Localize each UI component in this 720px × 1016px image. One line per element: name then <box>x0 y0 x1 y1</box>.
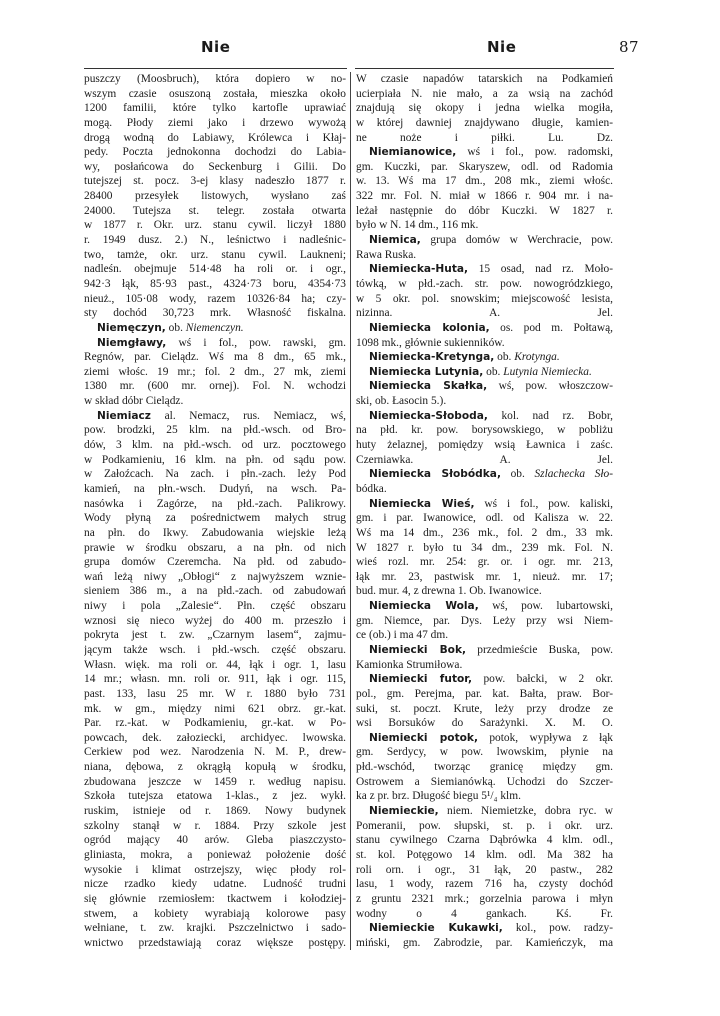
text-line <box>84 379 346 394</box>
text-line <box>84 438 346 453</box>
line-text: wy, posłańcowa do Seckenburg i Gilii. Do <box>84 160 346 173</box>
line-text: r. 1949 dusz. 2.) N., leśnictwo i nadleśnic- <box>84 234 346 247</box>
line-text: kol., pow. radzy- <box>502 922 613 935</box>
text-line <box>84 321 346 336</box>
text-line <box>84 350 346 365</box>
entry-headword: Niemiecka Lutynia, <box>369 365 484 378</box>
line-text: szkolny stanął w r. 1884. Przy szkole jest <box>84 819 346 832</box>
line-text: Cerkiew pod wez. Narodzenia N. M. P., drew- <box>84 746 346 759</box>
text-line <box>356 306 613 321</box>
line-text: 1380 mr. (600 mr. ornej). Fol. N. wchodzi <box>84 380 346 393</box>
text-line <box>84 570 346 585</box>
text-line <box>356 907 613 922</box>
line-text: ski, ob. Łasocin 5.). <box>356 395 447 408</box>
text-line <box>84 248 346 263</box>
line-text: nasówka i Zagórze, na płd.-zach. Palikrowy. <box>84 497 346 510</box>
header-rule-left <box>84 68 347 69</box>
text-line <box>356 526 613 541</box>
text-line <box>356 292 613 307</box>
line-text: wnictwo przedstawiają coraz większe postępy. <box>84 936 346 949</box>
line-text: kol. nad rz. Bobr, <box>487 409 613 422</box>
text-line <box>356 467 613 482</box>
line-text: Pomeranii, pow. słupski, st. p. i okr. urz. <box>356 819 613 832</box>
entry-headword: Niemieckie, <box>369 805 439 818</box>
line-text: ucierpiała N. nie mało, a za wsią na zachód <box>356 87 613 100</box>
text-line <box>84 907 346 922</box>
text-line <box>356 321 613 336</box>
text-line <box>356 833 613 848</box>
text-line <box>356 233 613 248</box>
text-line <box>84 614 346 629</box>
text-line <box>356 174 613 189</box>
page-number: 87 <box>619 38 640 56</box>
line-text: potok, wypływa z łąk <box>477 731 613 744</box>
text-line <box>84 877 346 892</box>
line-text: pow. brodzki, 25 klm. na płd.-wsch. od Bro- <box>84 424 346 437</box>
text-line <box>356 848 613 863</box>
line-text: ob. <box>494 351 515 364</box>
text-line <box>84 526 346 541</box>
line-text: dów, 3 klm. na płd.-wsch. od urz. pocztowego <box>84 439 346 452</box>
text-line <box>84 628 346 643</box>
text-line <box>356 379 613 394</box>
line-text: znajdują się okopy i jedna wielka mogiła, <box>356 102 613 115</box>
entry-headword: Niemiecka Wola, <box>369 600 479 613</box>
line-text: wań leżą niwy „Obłogi“ z najwyższem wznie- <box>84 570 346 583</box>
entry-headword: Niemieckie Kukawki, <box>369 922 503 935</box>
line-text: 942·3 łąk, 85·93 past., 4324·73 boru, 4354·73 <box>84 277 346 290</box>
line-text: pow. bałcki, w 2 okr. <box>471 673 613 686</box>
line-text: tutejszej st. pocz. 3-ej klasy nadeszło 1877 r. <box>84 175 346 188</box>
line-text: 1098 mk., głównie sukienników. <box>356 336 505 349</box>
line-text: przedmieście Buska, pow. <box>466 643 613 656</box>
entry-headword: Niemiecka Słobódka, <box>369 468 501 481</box>
line-text: łąk mr. 23, pastwisk mr. 1, nieuż. mr. 17; <box>356 570 613 583</box>
line-text: powcach, dek. załoziecki, archidyec. lwowska. <box>84 731 346 744</box>
text-line <box>84 789 346 804</box>
text-line <box>356 248 613 263</box>
text-line <box>356 584 613 599</box>
text-line <box>356 438 613 453</box>
line-text: Kamionka Strumiłowa. <box>356 658 463 671</box>
text-line <box>356 643 613 658</box>
text-line <box>84 892 346 907</box>
text-line <box>356 716 613 731</box>
line-text: niana, dębowa, z okrągłą kopułą w środku, <box>84 761 346 774</box>
entry-headword: Niemiecki Bok, <box>369 643 467 656</box>
line-text: sty dochód 30,723 mrk. Własność fiskalna. <box>84 307 346 320</box>
line-text: mogą. Płody ziemi jako i drzewo wywożą <box>84 116 346 129</box>
text-line <box>84 394 346 409</box>
line-text: wsi Borsuków do Sarażynki. X. M. O. <box>356 717 613 730</box>
line-text: roli orn. i ogr., 31 łąk, 20 pastw., 282 <box>356 863 613 876</box>
entry-headword: Niemęczyn, <box>97 321 166 334</box>
line-text: miński, gm. Zabrodzie, par. Kamieńczyk, ma <box>356 936 613 949</box>
cross-reference: Niemenczyn. <box>185 321 244 334</box>
line-text: two, tamże, okr. urz. stanu cywil. Laukneni; <box>84 248 346 261</box>
text-line <box>84 409 346 424</box>
line-text: nicze rzadko kiedy udatne. Ludność trudni <box>84 878 346 891</box>
text-line <box>84 702 346 717</box>
line-text: gm. Niemce, par. Dys. Leży przy wsi Niem- <box>356 614 613 627</box>
text-line <box>84 731 346 746</box>
line-text: gliniasta, mokra, a ponieważ położenie dość <box>84 848 346 861</box>
text-line <box>84 555 346 570</box>
text-line <box>356 541 613 556</box>
line-text: os. pod m. Połtawą, <box>489 321 613 334</box>
line-text: wś i fol., pow. radomski, <box>456 146 613 159</box>
line-text: ruskim, istnieje od r. 1869. Nowy budynek <box>84 805 346 818</box>
line-text: 24000. Tutejsza st. telegr. została otwarta <box>84 204 346 217</box>
text-line <box>84 72 346 87</box>
line-text: na płn. do Ikwy. Zabudowania wiejskie leżą <box>84 526 346 539</box>
line-text: W czasie napadów tatarskich na Podkamień <box>356 73 613 85</box>
text-line <box>356 570 613 585</box>
text-line <box>356 131 613 146</box>
line-text: na płd. kr. pow. borysowskiego, w pobliżu <box>356 424 613 437</box>
line-text: gm. Kuczki, par. Skaryszew, odl. od Radomia <box>356 160 613 173</box>
entry-headword: Niemiecka-Słoboda, <box>369 409 488 422</box>
line-text: Wody płyną za pośrednictwem małych strug <box>84 512 346 525</box>
line-text: ob. <box>500 468 535 481</box>
text-line <box>84 101 346 116</box>
text-line <box>356 731 613 746</box>
text-line <box>84 336 346 351</box>
line-text: bódka. <box>356 482 387 495</box>
line-text: grupa domów w Werchracie, pow. <box>420 234 613 247</box>
text-line <box>356 760 613 775</box>
text-line <box>356 775 613 790</box>
header-rule-right <box>355 68 614 69</box>
line-text: Szkoła tutejsza etatowa 1-klas., z jez. wykł. <box>84 790 346 803</box>
text-line <box>84 262 346 277</box>
line-text: z gruntu 2321 mrk.; gorzelnia parowa i młyn <box>356 892 613 905</box>
line-text: ob. <box>165 321 186 334</box>
column-divider <box>350 72 351 950</box>
cross-reference: Lutynia Niemiecka. <box>503 365 592 378</box>
text-line <box>84 467 346 482</box>
line-text: al. Nemacz, rus. Nemiacz, wś, <box>150 409 346 422</box>
text-line <box>356 628 613 643</box>
line-text: bud. mur. 4, z drewna 1. Ob. Iwanowice. <box>356 585 542 598</box>
text-line <box>84 174 346 189</box>
line-text: drogą wodną do Labiawy, Królewca i Kłaj- <box>84 131 346 144</box>
line-text: pokryta jest t. zw. „Czarnym lasem“, zajmu- <box>84 629 346 642</box>
text-line <box>84 204 346 219</box>
text-line <box>84 658 346 673</box>
line-text: lasu, 1 wody, razem 716 ha, czysty dochód <box>356 878 613 891</box>
text-line <box>356 350 613 365</box>
text-line <box>84 423 346 438</box>
text-line <box>356 336 613 351</box>
line-text: nieuż., 105·08 wody, razem 10326·84 ha; czy- <box>84 292 346 305</box>
line-text: wś i fol., pow. rawski, gm. <box>166 336 346 349</box>
text-line <box>84 863 346 878</box>
line-text: W 1827 r. było tu 34 dm., 239 mk. Fol. N. <box>356 541 613 554</box>
text-line <box>84 716 346 731</box>
text-line <box>84 218 346 233</box>
line-text: Regnów, par. Cielądz. Wś ma 8 dm., 65 mk., <box>84 351 346 364</box>
text-line <box>356 789 613 804</box>
line-text: suki, st. poczt. Krute, leży przy drodze ze <box>356 702 613 715</box>
text-line <box>356 555 613 570</box>
text-line <box>84 760 346 775</box>
text-line <box>84 87 346 102</box>
entry-headword: Niemianowice, <box>369 146 457 159</box>
text-line <box>84 745 346 760</box>
text-line <box>356 687 613 702</box>
line-text: 322 mr. Fol. N. miał w 1866 r. 904 mr. i na- <box>356 190 613 203</box>
entry-headword: Niemica, <box>369 234 421 247</box>
entry-headword: Niemiacz <box>97 409 151 422</box>
text-line <box>356 482 613 497</box>
line-text: wś, pow. włoszczow- <box>487 380 613 393</box>
text-line <box>84 365 346 380</box>
text-line <box>356 658 613 673</box>
right-running-head: Nie <box>487 38 517 56</box>
text-line <box>356 877 613 892</box>
line-text: nadleśn. obejmuje 514·48 ha roli or. i ogr., <box>84 263 346 276</box>
line-text: w której dawniej znajdywano długie, kamien- <box>356 116 613 129</box>
text-line <box>84 306 346 321</box>
entry-headword: Niemiecka-Kretynga, <box>369 351 495 364</box>
text-line <box>356 101 613 116</box>
line-text: stwem, a kobiety wyrabiają kolorowe pasy <box>84 907 346 920</box>
line-text: się głównie rzemiosłem: tkactwem i kołodziej- <box>84 892 346 905</box>
line-text: wszym czasie osuszoną została, mieszka około <box>84 87 346 100</box>
text-line <box>356 423 613 438</box>
entry-headword: Niemiecka Skałka, <box>369 380 488 393</box>
line-text: leżał następnie do dóbr Kuczki. W 1827 r. <box>356 204 613 217</box>
line-text: past. 133, lasu 25 mr. W r. 1880 było 731 <box>84 687 346 700</box>
line-text: w Podkamieniu, 16 klm. na płn. od sądu pow. <box>84 453 346 466</box>
text-line <box>356 745 613 760</box>
line-text: Własn. więk. ma roli or. 44, łąk i ogr. 1, lasu <box>84 658 346 671</box>
text-line <box>356 863 613 878</box>
text-line <box>84 599 346 614</box>
line-text: pol., gm. Perejma, par. kat. Bałta, praw. Bor- <box>356 687 613 700</box>
line-text: kamień, na płn.-wsch. Dudyń, na wsch. Pa- <box>84 482 346 495</box>
line-text: wełniane, t. zw. krajki. Pszczelnictwo i sado- <box>84 922 346 935</box>
text-line <box>84 497 346 512</box>
line-text: pedy. Poczta jednokonna dochodzi do Labia- <box>84 146 346 159</box>
line-text: płd.-wschód, tworząc granicę między gm. <box>356 761 613 774</box>
line-text: wznosi się nieco wyżej do 400 m. przeszło i <box>84 614 346 627</box>
text-line <box>356 599 613 614</box>
line-text: ziemi włośc. 19 mr.; fol. 2 dm., 27 mk, ziemi <box>84 365 346 378</box>
line-text: ce (ob.) i ma 47 dm. <box>356 629 449 642</box>
line-text: grupa domów Czeremcha. Na płd. od zabudo- <box>84 556 346 569</box>
text-line <box>84 672 346 687</box>
entry-headword: Niemiecka Wieś, <box>369 497 475 510</box>
text-line <box>84 292 346 307</box>
text-line <box>356 921 613 936</box>
text-line <box>356 936 613 951</box>
text-line <box>356 819 613 834</box>
text-line <box>84 277 346 292</box>
line-text: było w N. 14 dm., 116 mk. <box>356 219 479 232</box>
line-text: wodny o 4 gankach. Kś. Fr. <box>356 907 613 920</box>
text-line <box>356 497 613 512</box>
line-text: Wś ma 14 dm., 236 mk., fol. 2 dm., 33 mk. <box>356 526 613 539</box>
line-text: tówką, w płd.-zach. str. pow. nowogródzkiego, <box>356 277 613 290</box>
line-text: w 5 okr. pol. snowskim; miejscowość lesista, <box>356 292 613 305</box>
text-line <box>84 936 346 951</box>
line-text: w Załoźcach. Na zach. i płn.-zach. leży Pod <box>84 468 346 481</box>
text-line <box>84 848 346 863</box>
line-text: ogród mający 40 arów. Gleba piaszczysto- <box>84 834 346 847</box>
line-text: wś i fol., pow. kaliski, <box>474 497 613 510</box>
line-text: niwy i pola „Zalesie“. Płn. część obszaru <box>84 600 346 613</box>
line-text: ne noże i piłki. Lu. Dz. <box>356 131 613 144</box>
text-line <box>356 394 613 409</box>
line-text: nizinna. A. Jel. <box>356 307 613 320</box>
left-column <box>84 72 346 950</box>
text-line <box>356 614 613 629</box>
line-text: puszczy (Moosbruch), która dopiero w no- <box>84 73 346 85</box>
line-text: stanu cywilnego Czarna Dąbrówka 4 klm. odl., <box>356 834 613 847</box>
entry-headword: Niemgławy, <box>97 336 167 349</box>
text-line <box>356 204 613 219</box>
line-text: wieś rozl. mr. 254: gr. or. i ogr. mr. 213, <box>356 556 613 569</box>
entry-headword: Niemiecka-Huta, <box>369 263 469 276</box>
text-line <box>356 116 613 131</box>
entry-headword: Niemiecka kolonia, <box>369 321 490 334</box>
text-line <box>84 233 346 248</box>
cross-reference: Szlachecka Sło- <box>534 468 613 481</box>
line-text: jącym także wsch. i płd.-wsch. część obszaru. <box>84 643 346 656</box>
line-text: gm. Serdycy, w pow. lwowskim, płynie na <box>356 746 613 759</box>
text-line <box>356 87 613 102</box>
text-line <box>356 365 613 380</box>
text-line <box>356 453 613 468</box>
entry-headword: Niemiecki potok, <box>369 731 478 744</box>
text-line <box>84 116 346 131</box>
text-line <box>356 277 613 292</box>
line-text: st. kol. Potęgowo 14 klm. odl. Ma 382 ha <box>356 848 613 861</box>
line-text: sieniem 386 m., a na płd.-zach. od zabudowań <box>84 585 346 598</box>
line-text: w 1877 r. Okr. urz. stanu cywil. liczył 1880 <box>84 219 346 232</box>
line-text: prawie w środku obszaru, a na płn. od nich <box>84 541 346 554</box>
line-text: wysokie i klimat ostrzejszy, więc płody rol- <box>84 863 346 876</box>
line-text: 1200 familii, które tylko kartofle uprawiać <box>84 102 346 115</box>
line-text: Ostrowem a Siemianówką. Uchodzi do Szczer- <box>356 775 613 788</box>
text-line <box>84 804 346 819</box>
text-line <box>356 189 613 204</box>
text-line <box>356 145 613 160</box>
text-line <box>356 262 613 277</box>
line-text: w. 13. Wś ma 17 dm., 208 mk., ziemi włośc. <box>356 175 613 188</box>
line-text: huty żelaznej, pomiędzy wsią Ławnica i zaśc. <box>356 439 613 452</box>
text-line <box>84 145 346 160</box>
line-text: wś, pow. lubartowski, <box>478 600 613 613</box>
text-line <box>356 511 613 526</box>
line-text: Par. rz.-kat. w Podkamieniu, gr.-kat. w Po- <box>84 717 346 730</box>
text-line <box>356 72 613 87</box>
text-line <box>84 921 346 936</box>
cross-reference: Krotynga. <box>514 351 560 364</box>
line-text: gm. i par. Iwanowice, odl. od Kalisza w. 22. <box>356 512 613 525</box>
text-line <box>356 892 613 907</box>
text-line <box>356 409 613 424</box>
text-line <box>84 819 346 834</box>
line-text: 14 mr.; własn. mn. roli or. 911, łąk i ogr. 115, <box>84 673 346 686</box>
text-line <box>84 189 346 204</box>
text-line <box>84 643 346 658</box>
left-running-head: Nie <box>201 38 231 56</box>
text-line <box>356 672 613 687</box>
line-text: w skład dóbr Cielądz. <box>84 395 184 408</box>
text-line <box>84 775 346 790</box>
line-text: 15 osad, nad rz. Moło- <box>468 263 613 276</box>
text-line <box>356 218 613 233</box>
text-line <box>84 160 346 175</box>
line-text: ka z pr. brz. Długość biegu 5¹/₄ klm. <box>356 790 521 803</box>
line-text: ob. <box>483 365 504 378</box>
line-text: 28400 przesyłek listowych, wysłano zaś <box>84 190 346 203</box>
text-line <box>84 511 346 526</box>
text-line <box>84 131 346 146</box>
line-text: Czerniawka. A. Jel. <box>356 453 613 466</box>
text-line <box>356 160 613 175</box>
text-line <box>356 804 613 819</box>
line-text: Rawa Ruska. <box>356 248 417 261</box>
line-text: mk. w gm., między nimi 621 obrz. gr.-kat. <box>84 702 346 715</box>
text-line <box>84 687 346 702</box>
line-text: niem. Niemietzke, dobra ryc. w <box>438 805 613 818</box>
line-text: zbudowana jeszcze w 1459 r. według napisu. <box>84 775 346 788</box>
entry-headword: Niemiecki futor, <box>369 673 472 686</box>
right-column <box>356 72 613 950</box>
text-line <box>84 584 346 599</box>
text-line <box>84 541 346 556</box>
text-line <box>84 833 346 848</box>
text-line <box>84 453 346 468</box>
text-line <box>84 482 346 497</box>
text-line <box>356 702 613 717</box>
